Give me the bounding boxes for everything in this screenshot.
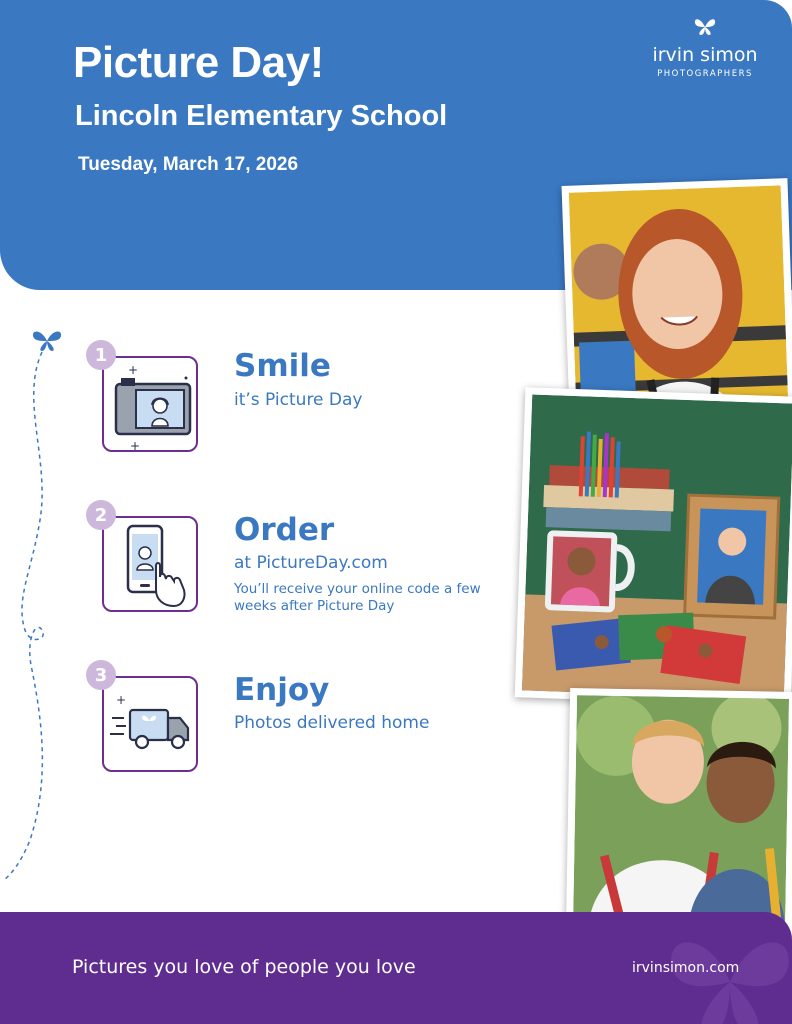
delivery-truck-icon [104, 678, 200, 774]
butterfly-icon [33, 332, 61, 351]
brand-name: irvin simon [652, 44, 758, 66]
step-number-badge: 2 [86, 500, 116, 530]
step-title: Order [234, 512, 335, 548]
step-icon-box [102, 516, 198, 612]
footer-tagline: Pictures you love of people you love [72, 956, 416, 978]
phone-icon [104, 518, 200, 614]
step-subtitle: it’s Picture Day [234, 390, 363, 410]
step-subtitle: Photos delivered home [234, 713, 430, 733]
svg-text:+: + [130, 439, 141, 453]
step-note: You’ll receive your online code a few weeks after Picture Day [234, 581, 481, 614]
brand-subtitle: PHOTOGRAPHERS [657, 69, 753, 79]
photo-products-display [515, 387, 792, 706]
butterfly-icon [692, 16, 718, 38]
school-name: Lincoln Elementary School [75, 100, 448, 132]
dotted-path-decoration [0, 320, 80, 890]
svg-text:+: + [116, 693, 127, 707]
step-title: Smile [234, 348, 331, 384]
step-number-badge: 3 [86, 660, 116, 690]
step-icon-box [102, 356, 198, 452]
step-icon-box [102, 676, 198, 772]
step-title: Enjoy [234, 672, 330, 708]
footer-banner [0, 912, 792, 1024]
brand-logo [640, 16, 770, 79]
website-link[interactable]: irvinsimon.com [632, 960, 740, 976]
photo-two-boys [566, 688, 792, 940]
step-subtitle: at PictureDay.com [234, 553, 388, 573]
svg-text:+: + [128, 363, 139, 377]
camera-icon [104, 358, 200, 454]
picture-day-date: Tuesday, March 17, 2026 [78, 154, 299, 175]
step-number-badge: 1 [86, 340, 116, 370]
page-title: Picture Day! [73, 38, 324, 87]
